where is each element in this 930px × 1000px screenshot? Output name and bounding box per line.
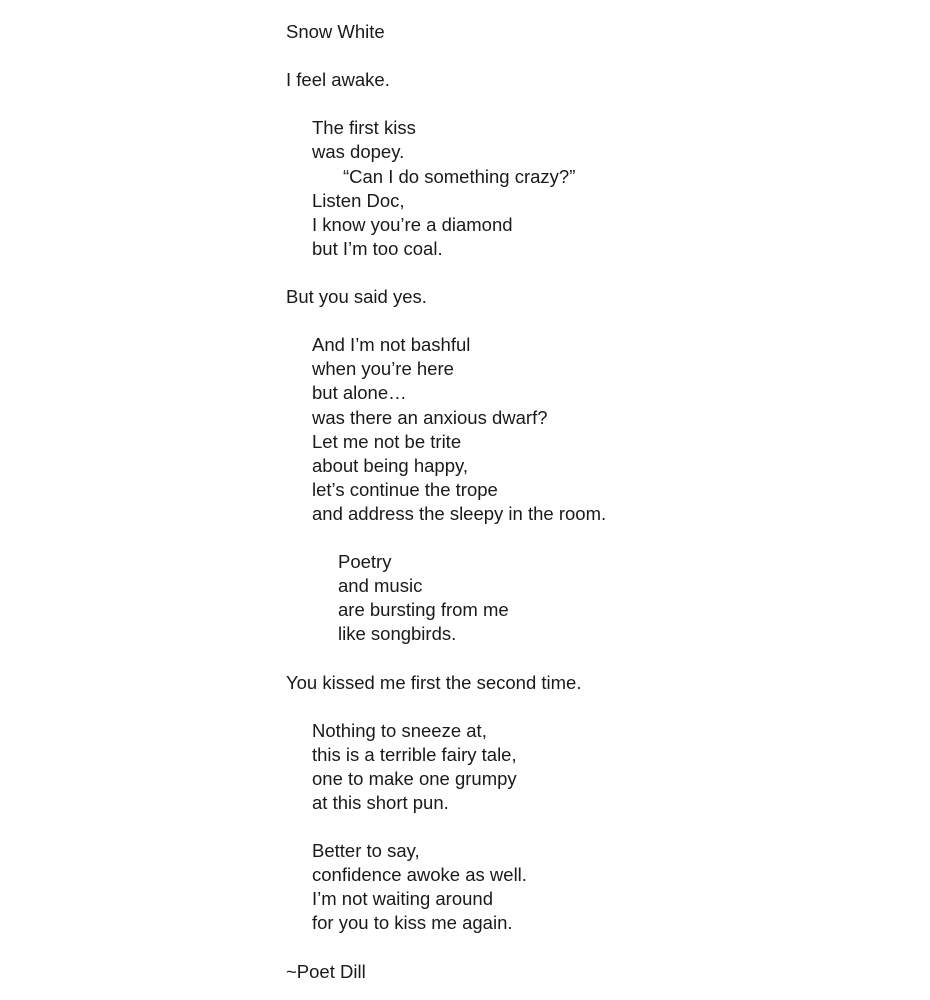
poem-line: But you said yes. [286,286,427,308]
stanza-3 [286,285,886,309]
poem-line: You kissed me first the second time. [286,671,582,693]
poem [286,20,886,984]
poem-signature: ~Poet Dill [286,960,366,982]
poem-line: like songbirds. [338,623,457,645]
poem-line: And I’m not bashful [312,334,471,356]
poem-title: Snow White [286,21,385,42]
stanza-8 [286,839,886,935]
stanza-7 [286,719,886,815]
poem-line: one to make one grumpy [312,767,517,789]
poem-line: I know you’re a diamond [312,213,513,235]
poem-line: but I’m too coal. [312,237,443,259]
stanza-1 [286,68,886,92]
stanza-break [286,526,886,550]
stanza-break [286,936,886,960]
poem-line: confidence awoke as well. [312,864,527,886]
poem-line: The first kiss [312,117,416,139]
poem-line: for you to kiss me again. [312,912,513,934]
stanza-break [286,261,886,285]
stanza-break [286,44,886,68]
poem-line: “Can I do something crazy?” [343,165,576,187]
stanza-break [286,815,886,839]
poem-line: about being happy, [312,454,469,476]
poem-line: Let me not be trite [312,430,462,452]
poem-line: this is a terrible fairy tale, [312,743,517,765]
stanza-break [286,646,886,670]
stanza-4 [286,333,886,526]
poem-line: at this short pun. [312,792,449,813]
poem-line: are bursting from me [338,599,509,621]
poem-line: Listen Doc, [312,189,405,211]
stanza-5 [286,550,886,646]
poem-line: I feel awake. [286,69,390,91]
stanza-break [286,309,886,333]
stanza-6 [286,671,886,695]
poem-line: but alone… [312,382,407,404]
poem-line: Poetry [338,551,392,573]
stanza-2 [286,116,886,261]
stanza-break [286,695,886,719]
poem-line: and music [338,575,423,597]
poem-line: was dopey. [312,141,405,163]
poem-line: was there an anxious dwarf? [312,406,548,428]
poem-line: Better to say, [312,840,420,862]
poem-line: and address the sleepy in the room. [312,502,607,524]
poem-line: when you’re here [312,358,454,380]
stanza-break [286,92,886,116]
poem-line: let’s continue the trope [312,478,498,500]
poem-line: I’m not waiting around [312,888,493,910]
poem-line: Nothing to sneeze at, [312,719,487,741]
